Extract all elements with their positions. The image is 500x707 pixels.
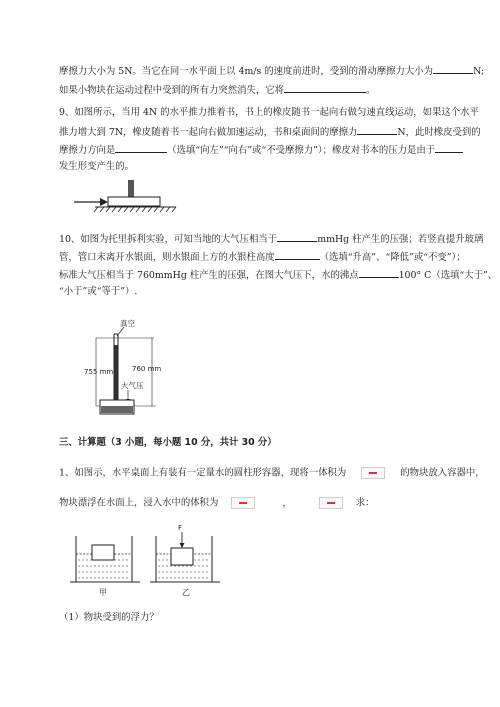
calc1-text: 1、如图示，水平桌面上有装有一定量水的圆柱形容器，现将一体积为 <box>59 467 347 479</box>
vacuum-label: 真空 <box>120 319 135 328</box>
q8-line2 <box>59 83 375 97</box>
block-yi <box>171 548 193 565</box>
formula-image <box>231 497 255 509</box>
answer-blank[interactable] <box>277 232 317 242</box>
formula-image <box>319 497 343 509</box>
q10-line3 <box>59 268 497 282</box>
force-arrow-icon <box>180 543 185 548</box>
mercury-column <box>115 345 118 409</box>
containers-figure <box>70 524 220 600</box>
force-label: F <box>178 524 183 532</box>
q9-text: 摩擦力方向是 <box>59 145 116 156</box>
arrow-head-icon <box>100 198 108 206</box>
book <box>108 197 160 206</box>
calc1-sub1: （1）物块受到的浮力？ <box>59 612 159 623</box>
q9-line3 <box>59 143 463 157</box>
calc1-text: 物块漂浮在水面上，浸入水中的体积为 <box>59 497 219 509</box>
calc1-line2 <box>59 497 374 510</box>
right-height-label: 760 mm <box>132 365 162 373</box>
q8-line1 <box>59 64 484 78</box>
q10-text: 10、如图为托里拆利实验，可知当地的大气压相当于 <box>59 234 278 245</box>
q8-unit: N; <box>473 66 485 77</box>
answer-blank[interactable] <box>275 250 320 260</box>
answer-blank[interactable] <box>115 143 167 153</box>
left-height-label: 755 mm <box>84 368 114 376</box>
block-jia <box>92 545 114 560</box>
q10-line2 <box>59 250 466 264</box>
eraser <box>128 180 134 198</box>
answer-blank[interactable] <box>435 143 463 153</box>
q9-line4: 发生形变产生的。 <box>59 161 135 172</box>
calc1-text: 的物块放入容器中， <box>400 467 485 479</box>
answer-blank[interactable] <box>357 125 397 135</box>
section-title: 三、计算题（3 小题，每小题 10 分，共计 30 分） <box>59 437 277 448</box>
q10-text: （选填“升高”、“降低”或“不变”）； <box>319 252 466 263</box>
calc1-text: ， <box>282 497 292 509</box>
atm-label: 大气压 <box>121 381 144 390</box>
answer-blank[interactable] <box>359 268 399 278</box>
q8-end: 。 <box>366 85 376 96</box>
q9-line1: 9、如图所示，当用 4N 的水平推力推着书，书上的橡皮随书一起向右做匀速直线运动，如果这个水平 <box>59 107 479 118</box>
book-eraser-figure <box>70 176 180 216</box>
q10-text: 标准大气压相当于 760mmHg 柱产生的压强，在图大气压下，水的沸点 <box>59 270 359 281</box>
q9-text: （选填“向左”“向右”或“不受摩擦力”）；橡皮对书本的压力是由于 <box>167 145 436 156</box>
mercury-pool <box>101 406 133 413</box>
label-yi: 乙 <box>182 588 190 597</box>
q10-line4: “小于”或“等于”）. <box>59 286 138 297</box>
answer-blank[interactable] <box>284 83 366 93</box>
q10-line1 <box>59 232 483 246</box>
label-jia: 甲 <box>99 588 107 597</box>
q8-text: 如果小物块在运动过程中受到的所有力突然消失，它将 <box>59 85 285 96</box>
q10-text: 100° C（选填“大于”、 <box>398 270 498 281</box>
q9-text: 推力增大到 7N，橡皮随着书一起向右做加速运动，书和桌面间的摩擦力 <box>59 127 358 138</box>
q10-text: mmHg 柱产生的压强；若竖直提升玻璃 <box>317 234 484 245</box>
calc1-line1 <box>59 467 485 480</box>
torricelli-figure <box>84 316 194 416</box>
calc1-text: 求： <box>355 497 375 509</box>
q10-text: 管，管口未离开水银面，则水银面上方的水银柱高度 <box>59 252 275 263</box>
q9-text: N，此时橡皮受到的 <box>397 127 481 138</box>
answer-blank[interactable] <box>433 64 473 74</box>
q8-text: 摩擦力大小为 5N。当它在同一水平面上以 4m/s 的速度前进时，受到的滑动摩擦力大小为 <box>59 66 434 77</box>
formula-image <box>361 467 385 479</box>
table-hatching <box>94 207 176 212</box>
q9-line2 <box>59 125 481 139</box>
